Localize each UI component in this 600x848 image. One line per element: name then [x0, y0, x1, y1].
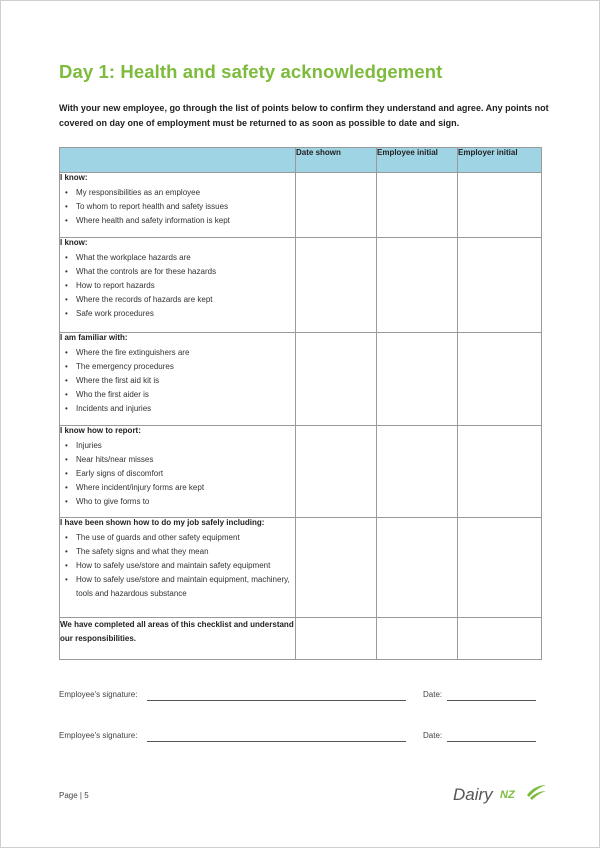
list-item: • Who to give forms to: [76, 495, 295, 509]
signature-label: Employee's signature:: [59, 731, 138, 740]
date-shown-cell[interactable]: [296, 173, 377, 238]
list-item: • Where the records of hazards are kept: [76, 293, 295, 307]
header-employee-initial: Employee initial: [377, 148, 458, 173]
employer-initial-cell[interactable]: [458, 426, 542, 518]
bullet-icon: •: [65, 362, 68, 371]
bullet-icon: •: [65, 267, 68, 276]
list-item: • Near hits/near misses: [76, 453, 295, 467]
intro-text: With your new employee, go through the list of points below to confirm they understand and agree. Any points not covered on day one of employment must be returned to as soon as possible to date and sign.: [59, 103, 549, 128]
list-item: • How to safely use/store and maintain safety equipment: [76, 559, 295, 573]
section-heading: I know:: [60, 238, 88, 247]
section-items-cell: [60, 426, 296, 518]
list-item: • Where health and safety information is kept: [76, 214, 295, 228]
signature-label: Employee's signature:: [59, 690, 138, 699]
bullet-icon: •: [65, 188, 68, 197]
list-item: • Where the fire extinguishers are: [76, 346, 295, 360]
date-line[interactable]: [447, 741, 536, 742]
bullet-icon: •: [65, 455, 68, 464]
employer-initial-cell[interactable]: [458, 173, 542, 238]
signature-line[interactable]: [147, 741, 406, 742]
employer-initial-cell[interactable]: [458, 618, 542, 660]
employee-initial-cell[interactable]: [377, 618, 458, 660]
employee-initial-cell[interactable]: [377, 333, 458, 426]
list-item: • To whom to report health and safety issues: [76, 200, 295, 214]
employer-initial-cell[interactable]: [458, 238, 542, 333]
bullet-icon: •: [65, 561, 68, 570]
employee-initial-cell[interactable]: [377, 238, 458, 333]
bullet-icon: •: [65, 376, 68, 385]
list-item: • Early signs of discomfort: [76, 467, 295, 481]
employer-initial-cell[interactable]: [458, 518, 542, 618]
employee-initial-cell[interactable]: [377, 426, 458, 518]
bullet-icon: •: [65, 309, 68, 318]
signature-row: [59, 731, 541, 747]
date-label: Date:: [423, 690, 443, 699]
bullet-icon: •: [65, 295, 68, 304]
date-shown-cell[interactable]: [296, 426, 377, 518]
table-row: [60, 518, 542, 618]
bullet-icon: •: [65, 441, 68, 450]
bullet-icon: •: [65, 281, 68, 290]
employee-initial-cell[interactable]: [377, 518, 458, 618]
section-items-cell: [60, 518, 296, 618]
list-item: • Incidents and injuries: [76, 402, 295, 416]
date-shown-cell[interactable]: [296, 518, 377, 618]
section-heading: I know:: [60, 173, 88, 182]
section-heading: I have been shown how to do my job safely including:: [60, 518, 265, 527]
list-item: • My responsibilities as an employee: [76, 186, 295, 200]
table-row: [60, 618, 542, 660]
list-item: • The emergency procedures: [76, 360, 295, 374]
bullet-icon: •: [65, 202, 68, 211]
list-item: • What the workplace hazards are: [76, 251, 295, 265]
bullet-icon: •: [65, 483, 68, 492]
bullet-icon: •: [65, 497, 68, 506]
list-item: • Where the first aid kit is: [76, 374, 295, 388]
date-label: Date:: [423, 731, 443, 740]
section-heading: I am familiar with:: [60, 333, 128, 342]
list-item: • What the controls are for these hazards: [76, 265, 295, 279]
list-item: • Injuries: [76, 439, 295, 453]
leaf-swoosh-icon: [525, 783, 547, 801]
employer-initial-cell[interactable]: [458, 333, 542, 426]
bullet-icon: •: [65, 390, 68, 399]
section-heading: I know how to report:: [60, 426, 141, 435]
table-row: [60, 238, 542, 333]
bullet-icon: •: [65, 348, 68, 357]
table-row: [60, 173, 542, 238]
signature-row: [59, 690, 541, 706]
employee-initial-cell[interactable]: [377, 173, 458, 238]
logo-text: Dairy: [453, 785, 493, 804]
completion-statement: We have completed all areas of this checklist and understand our responsibilities.: [60, 618, 296, 660]
checklist-table: [59, 147, 542, 660]
bullet-icon: •: [65, 253, 68, 262]
table-header-row: [60, 148, 542, 173]
bullet-icon: •: [65, 469, 68, 478]
header-date-shown: Date shown: [296, 148, 377, 173]
bullet-icon: •: [65, 547, 68, 556]
dairynz-logo: [453, 783, 553, 813]
page-number: Page | 5: [59, 791, 89, 800]
page-title: Day 1: Health and safety acknowledgement: [59, 61, 443, 82]
table-row: [60, 426, 542, 518]
bullet-icon: •: [65, 216, 68, 225]
list-item: • How to report hazards: [76, 279, 295, 293]
section-items-cell: [60, 238, 296, 333]
list-item: • Where incident/injury forms are kept: [76, 481, 295, 495]
logo-suffix: NZ: [500, 789, 515, 801]
section-items-cell: [60, 173, 296, 238]
header-item: [60, 148, 296, 173]
list-item: • The use of guards and other safety equipment: [76, 531, 295, 545]
list-item: • The safety signs and what they mean: [76, 545, 295, 559]
date-shown-cell[interactable]: [296, 238, 377, 333]
table-row: [60, 333, 542, 426]
list-item: • How to safely use/store and maintain equipment, machinery, tools and hazardous substance: [65, 575, 290, 598]
date-shown-cell[interactable]: [296, 333, 377, 426]
signature-line[interactable]: [147, 700, 406, 701]
date-line[interactable]: [447, 700, 536, 701]
section-items-cell: [60, 333, 296, 426]
bullet-icon: •: [65, 575, 68, 584]
list-item: • Safe work procedures: [76, 307, 295, 321]
bullet-icon: •: [65, 533, 68, 542]
date-shown-cell[interactable]: [296, 618, 377, 660]
header-employer-initial: Employer initial: [458, 148, 542, 173]
bullet-icon: •: [65, 404, 68, 413]
list-item: • Who the first aider is: [76, 388, 295, 402]
